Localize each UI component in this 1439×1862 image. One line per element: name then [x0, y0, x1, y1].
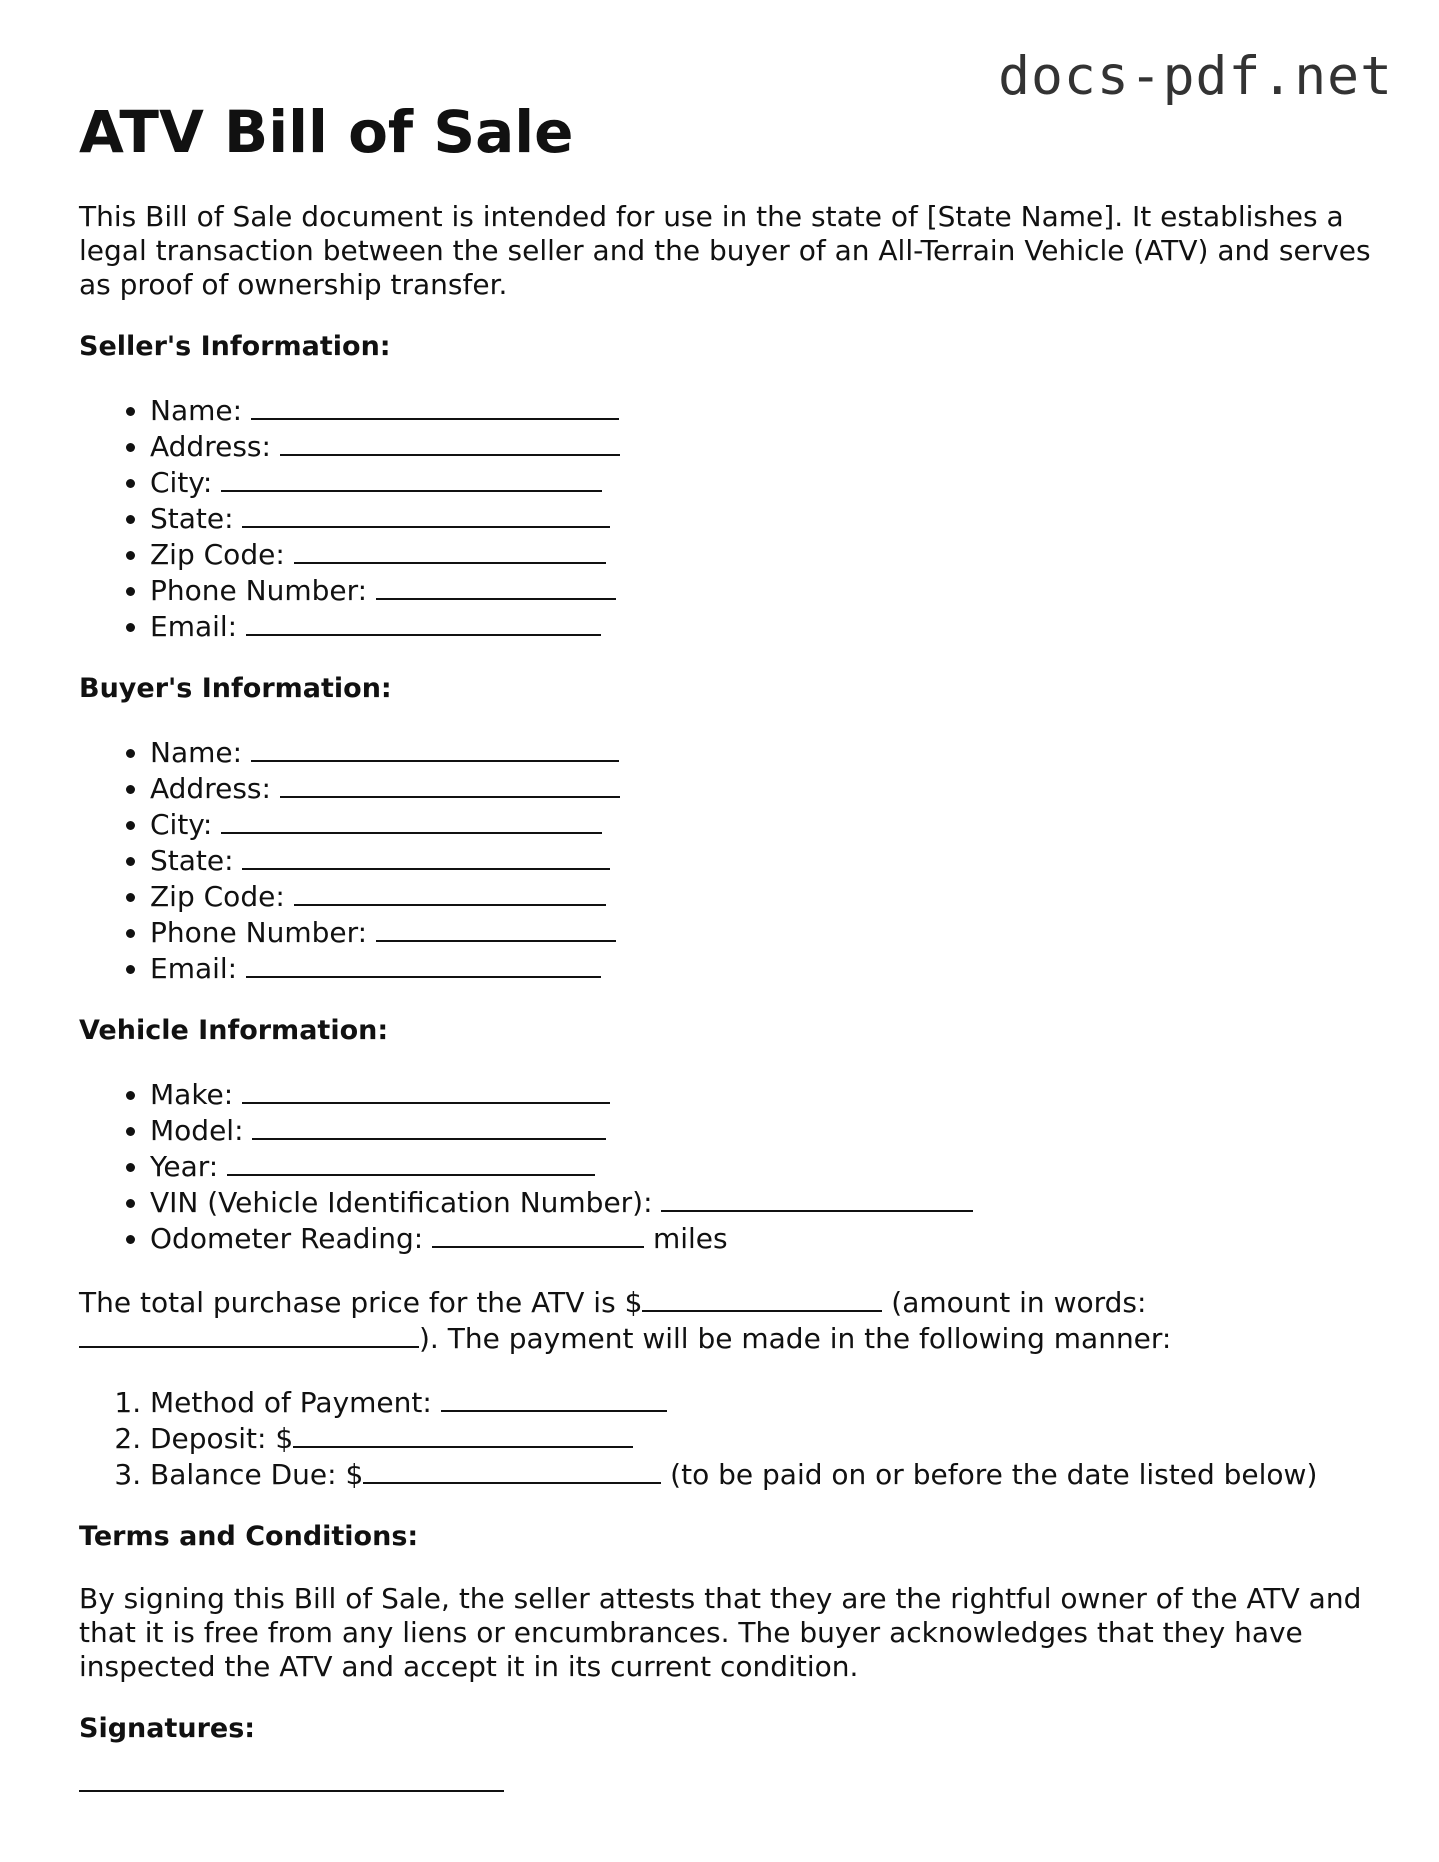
buyer-name-label: Name:: [150, 736, 243, 769]
seller-email-blank[interactable]: [246, 608, 601, 636]
buyer-phone-label: Phone Number:: [150, 916, 368, 949]
buyer-name-blank[interactable]: [251, 734, 619, 762]
vehicle-vin-blank[interactable]: [661, 1184, 973, 1212]
vehicle-vin-item: [150, 1184, 1379, 1220]
buyer-zip-item: [150, 878, 1379, 914]
payment-method-blank[interactable]: [441, 1384, 667, 1412]
document-page: [79, 96, 1379, 1792]
payment-method-item: [150, 1384, 1379, 1420]
buyer-phone-item: [150, 914, 1379, 950]
seller-zip-label: Zip Code:: [150, 538, 285, 571]
payment-list: [79, 1384, 1379, 1492]
seller-city-blank[interactable]: [221, 464, 602, 492]
seller-zip-item: [150, 536, 1379, 572]
vehicle-model-label: Model:: [150, 1114, 244, 1147]
vehicle-model-item: [150, 1112, 1379, 1148]
page-title: ATV Bill of Sale: [79, 98, 574, 166]
seller-name-blank[interactable]: [251, 392, 619, 420]
seller-email-item: [150, 608, 1379, 644]
vehicle-make-blank[interactable]: [242, 1076, 610, 1104]
seller-name-item: [150, 392, 1379, 428]
seller-fields-list: [79, 392, 1379, 644]
seller-phone-blank[interactable]: [376, 572, 616, 600]
buyer-city-item: [150, 806, 1379, 842]
buyer-address-label: Address:: [150, 772, 271, 805]
buyer-email-label: Email:: [150, 952, 238, 985]
buyer-address-item: [150, 770, 1379, 806]
payment-balance-item: [150, 1456, 1379, 1492]
seller-address-label: Address:: [150, 430, 271, 463]
seller-phone-item: [150, 572, 1379, 608]
seller-email-label: Email:: [150, 610, 238, 643]
seller-heading: Seller's Information:: [79, 331, 391, 362]
seller-state-blank[interactable]: [242, 500, 610, 528]
vehicle-odometer-label: Odometer Reading:: [150, 1222, 424, 1255]
buyer-heading: Buyer's Information:: [79, 673, 392, 704]
payment-method-label: Method of Payment:: [150, 1386, 432, 1419]
vehicle-make-item: [150, 1076, 1379, 1112]
seller-city-label: City:: [150, 466, 213, 499]
seller-name-label: Name:: [150, 394, 243, 427]
payment-deposit-blank[interactable]: [293, 1420, 633, 1448]
payment-balance-label: Balance Due: $: [150, 1458, 364, 1491]
payment-deposit-label: Deposit: $: [150, 1422, 294, 1455]
buyer-zip-label: Zip Code:: [150, 880, 285, 913]
signature-line[interactable]: [79, 1780, 504, 1792]
buyer-state-item: [150, 842, 1379, 878]
payment-deposit-item: [150, 1420, 1379, 1456]
buyer-phone-blank[interactable]: [376, 914, 616, 942]
price-middle: (amount in words:: [891, 1286, 1147, 1319]
vehicle-odometer-blank[interactable]: [432, 1220, 644, 1248]
seller-state-label: State:: [150, 502, 234, 535]
vehicle-make-label: Make:: [150, 1078, 234, 1111]
intro-paragraph: This Bill of Sale document is intended for use in the state of [State Name]. It establishes a legal transaction between the seller and the buyer of an All-Terrain Vehicle (ATV) and serves as proof of ownership transfer.: [79, 200, 1371, 301]
vehicle-model-blank[interactable]: [252, 1112, 606, 1140]
signatures-heading: Signatures:: [79, 1713, 256, 1744]
buyer-email-blank[interactable]: [246, 950, 601, 978]
price-words-blank[interactable]: [79, 1320, 419, 1348]
vehicle-year-label: Year:: [150, 1150, 219, 1183]
buyer-email-item: [150, 950, 1379, 986]
vehicle-odometer-unit: miles: [652, 1222, 728, 1255]
price-amount-blank[interactable]: [642, 1284, 882, 1312]
buyer-city-blank[interactable]: [221, 806, 602, 834]
buyer-zip-blank[interactable]: [294, 878, 606, 906]
seller-zip-blank[interactable]: [294, 536, 606, 564]
payment-balance-note: (to be paid on or before the date listed below): [670, 1458, 1318, 1491]
terms-paragraph: By signing this Bill of Sale, the seller attests that they are the rightful owner of the ATV and that it is free from any liens or encumbrances. The buyer acknowledges that they have inspected the ATV and accept it in its current condition.: [79, 1582, 1362, 1683]
watermark: docs-pdf.net: [998, 46, 1393, 107]
vehicle-year-blank[interactable]: [227, 1148, 595, 1176]
buyer-address-blank[interactable]: [280, 770, 620, 798]
buyer-city-label: City:: [150, 808, 213, 841]
vehicle-heading: Vehicle Information:: [79, 1015, 389, 1046]
seller-address-item: [150, 428, 1379, 464]
vehicle-odometer-item: [150, 1220, 1379, 1256]
payment-balance-blank[interactable]: [363, 1456, 661, 1484]
seller-address-blank[interactable]: [280, 428, 620, 456]
price-suffix: ). The payment will be made in the following manner:: [419, 1322, 1172, 1355]
seller-phone-label: Phone Number:: [150, 574, 368, 607]
buyer-fields-list: [79, 734, 1379, 986]
vehicle-fields-list: [79, 1076, 1379, 1256]
price-paragraph: [79, 1284, 1379, 1356]
seller-state-item: [150, 500, 1379, 536]
buyer-state-blank[interactable]: [242, 842, 610, 870]
vehicle-vin-label: VIN (Vehicle Identification Number):: [150, 1186, 653, 1219]
vehicle-year-item: [150, 1148, 1379, 1184]
terms-heading: Terms and Conditions:: [79, 1521, 419, 1552]
price-prefix: The total purchase price for the ATV is $: [79, 1286, 643, 1319]
buyer-name-item: [150, 734, 1379, 770]
buyer-state-label: State:: [150, 844, 234, 877]
seller-city-item: [150, 464, 1379, 500]
